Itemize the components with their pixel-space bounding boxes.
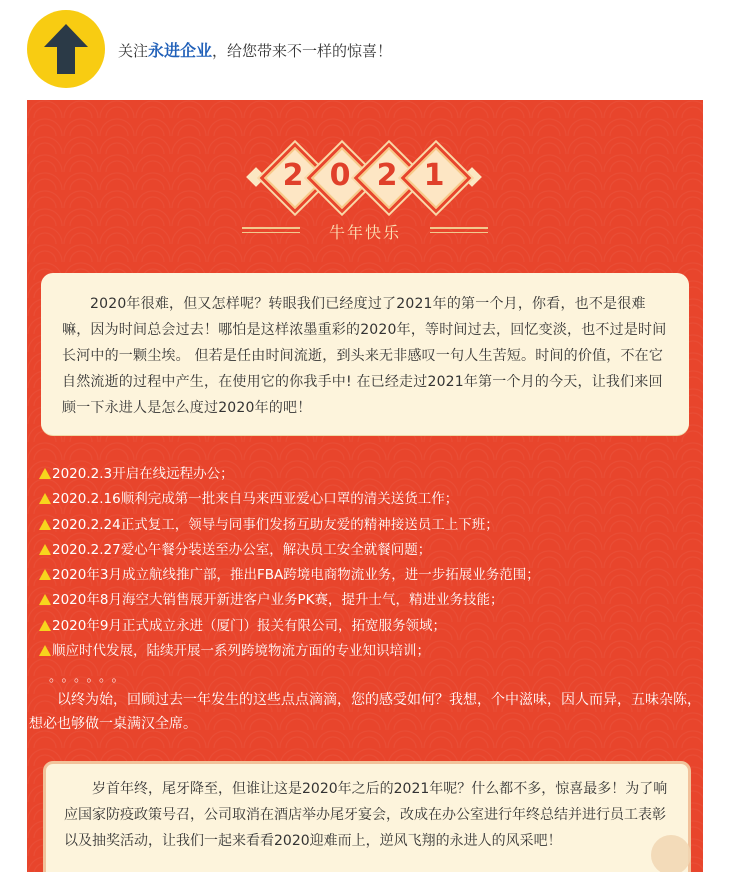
ellipsis: 。。。。。。 bbox=[49, 670, 131, 685]
list-item bbox=[39, 538, 699, 563]
event-text: 2020.2.3开启在线远程办公； bbox=[52, 466, 234, 482]
subtitle: 牛年快乐 bbox=[328, 223, 401, 242]
closing-text: 岁首年终，尾牙降至，但谁让这是2020年之后的2021年呢？什么都不多，惊喜最多！为了响应国家防疫政策号召，公司取消在酒店举办尾牙宴会，改成在办公室进行年终总结并进行员工表彰以及抽奖活动，让我们一起来看看2020迎难而上，逆风飞翔的永进人的风采吧！ bbox=[64, 781, 668, 849]
year-digit: 2 bbox=[376, 158, 398, 193]
triangle-bullet-icon bbox=[39, 468, 51, 479]
event-list bbox=[39, 462, 699, 664]
subtitle-banner bbox=[27, 220, 703, 246]
list-item bbox=[39, 513, 699, 538]
triangle-bullet-icon bbox=[39, 594, 51, 605]
triangle-bullet-icon bbox=[39, 620, 51, 631]
event-text: 2020年9月正式成立永进（厦门）报关有限公司，拓宽服务领域； bbox=[52, 617, 446, 634]
year-digit: 2 bbox=[282, 158, 304, 193]
year-banner bbox=[27, 142, 703, 212]
intro-text: 2020年很难，但又怎样呢？转眼我们已经度过了2021年的第一个月，你看，也不是很难嘛，因为时间总会过去！哪怕是这样浓墨重彩的2020年，等时间过去，回忆变淡，也不过是时间长河中的一颗尘埃。 但若是任由时间流逝，到头来无非感叹一句人生苦短。时间的价值，不在它自然流逝的过程中产生，在使用它的你我手中! 在已经走过2021年第一个月的今天，让我们来回顾一下永进人是怎么度过2020年的吧！ bbox=[62, 296, 667, 416]
follow-badge[interactable] bbox=[27, 10, 105, 88]
subtitle-rule-right bbox=[430, 227, 488, 229]
list-item bbox=[39, 462, 699, 487]
year-digit: 1 bbox=[423, 158, 445, 193]
subtitle-rule-right bbox=[430, 232, 488, 233]
follow-prompt bbox=[118, 38, 392, 61]
triangle-bullet-icon bbox=[39, 519, 51, 530]
brand-name[interactable]: 永进企业 bbox=[148, 41, 213, 60]
triangle-bullet-icon bbox=[39, 569, 51, 580]
header bbox=[0, 0, 730, 100]
list-item bbox=[39, 588, 699, 613]
triangle-bullet-icon bbox=[39, 544, 51, 555]
event-text: 2020.2.27爱心午餐分装送至办公室，解决员工安全就餐问题； bbox=[52, 541, 432, 558]
follow-suffix: ，给您带来不一样的惊喜！ bbox=[212, 42, 393, 60]
closing-card bbox=[43, 761, 691, 872]
summary-text: 以终为始，回顾过去一年发生的这些点点滴滴，您的感受如何？我想，个中滋味，因人而异，五味杂陈，想必也够做一桌满汉全席。 bbox=[29, 692, 701, 732]
follow-prefix: 关注 bbox=[118, 42, 149, 60]
event-text: 2020年3月成立航线推广部，推出FBA跨境电商物流业务，进一步拓展业务范围； bbox=[52, 567, 540, 584]
event-text: 2020.2.24正式复工，领导与同事们发扬互助友爱的精神接送员工上下班； bbox=[52, 516, 499, 533]
new-year-poster bbox=[27, 100, 703, 872]
triangle-bullet-icon bbox=[39, 645, 51, 656]
triangle-bullet-icon bbox=[39, 493, 51, 504]
event-text: 2020年8月海空大销售展开新进客户业务PK赛，提升士气，精进业务技能； bbox=[52, 592, 504, 609]
up-arrow-icon bbox=[27, 10, 105, 88]
list-item bbox=[39, 639, 699, 664]
list-item bbox=[39, 487, 699, 512]
event-text: 顺应时代发展，陆续开展一系列跨境物流方面的专业知识培训； bbox=[52, 643, 430, 660]
year-digit: 0 bbox=[329, 158, 351, 193]
intro-card bbox=[41, 273, 689, 435]
list-item bbox=[39, 614, 699, 639]
corner-emblem-icon bbox=[651, 835, 691, 872]
event-text: 2020.2.16顺利完成第一批来自马来西亚爱心口罩的清关送货工作； bbox=[52, 491, 459, 508]
list-item bbox=[39, 563, 699, 588]
